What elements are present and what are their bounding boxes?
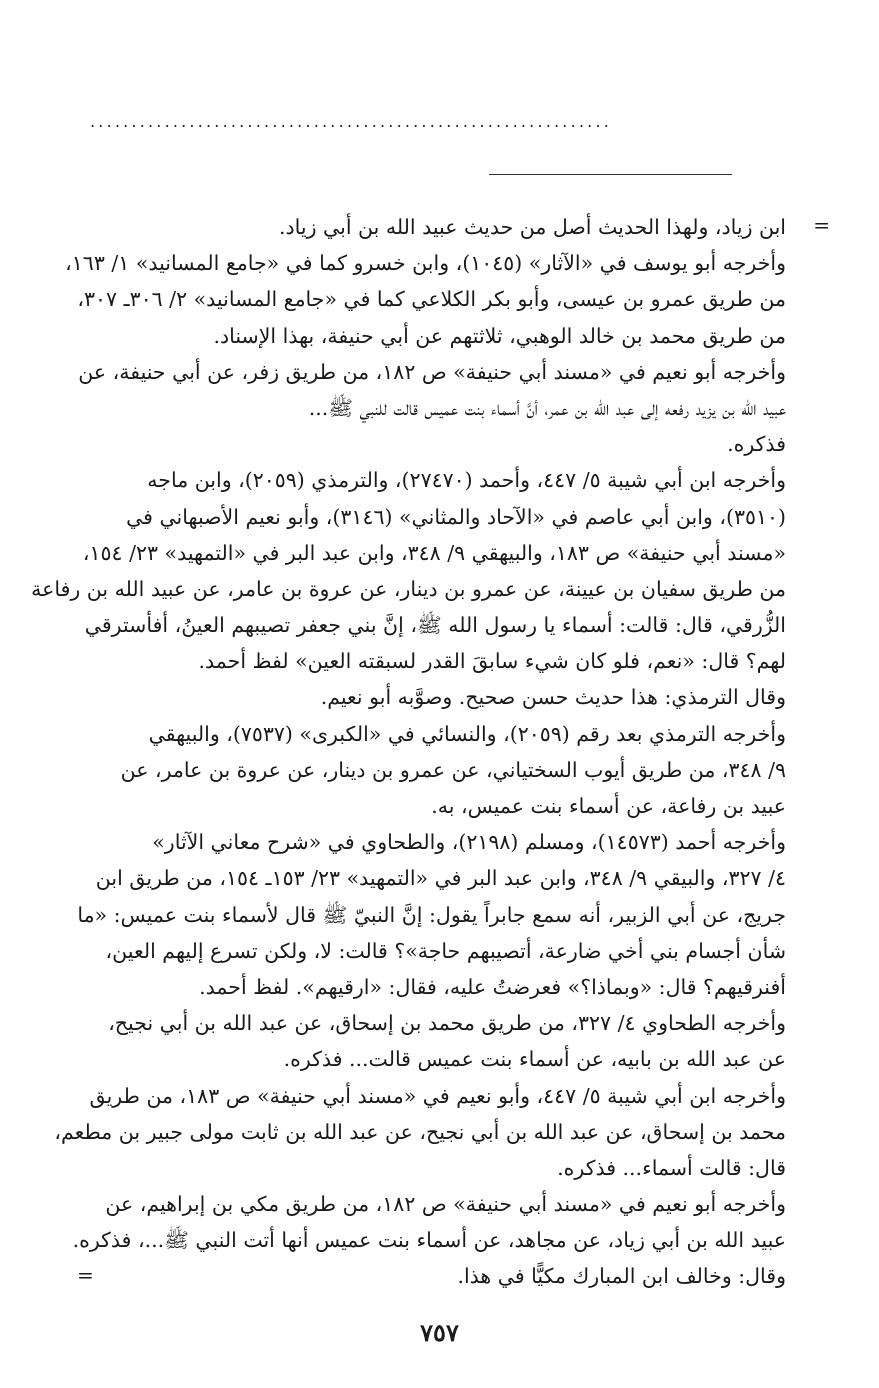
text-line: الزُّرقي، قال: قالت: أسماء يا رسول الله ﷺ، إنَّ بني جعفر تصيبهم العينُ، أفأسترقي — [84, 613, 786, 638]
text-line: عبيد الله بن يزيد رفعه إلى عبد الله بن عمر، أنَّ أسماء بنت عميس قالت للنبي ﷺ... — [308, 395, 786, 420]
continuation-mark-bottom: = — [77, 1263, 94, 1287]
text-line: من طريق سفيان بن عيينة، عن عمرو بن دينار، عن عروة بن عامر، عن عبيد الله بن رفاعة — [31, 576, 786, 601]
text-line: أفنرقيهم؟ قال: «وبماذا؟» فعرضتُ عليه، فقال: «ارقيهم». لفظ أحمد. — [199, 974, 786, 999]
text-line: فذكره. — [727, 432, 786, 457]
text-line: محمد بن إسحاق، عن عبد الله بن أبي نجيح، عن عبد الله بن ثابت مولى جبير بن مطعم، — [54, 1119, 786, 1144]
text-line: قال: قالت أسماء... فذكره. — [557, 1155, 786, 1180]
text-line: عن عبد الله بن بابيه، عن أسماء بنت عميس قالت... فذكره. — [283, 1047, 786, 1072]
text-line: وأخرجه أبو نعيم في «مسند أبي حنيفة» ص ١٨٢، من طريق مكي بن إبراهيم، عن — [105, 1192, 786, 1217]
text-line: عبيد بن رفاعة، عن أسماء بنت عميس، به. — [431, 794, 786, 818]
text-line: (٣٥١٠)، وابن أبي عاصم في «الآحاد والمثاني» (٣١٤٦)، وأبو نعيم الأصبهاني في — [126, 504, 786, 529]
text-line: ٩/ ٣٤٨، من طريق أيوب السختياني، عن عمرو بن دينار، عن عروة بن عامر، عن — [120, 757, 786, 782]
text-line: ابن زياد، ولهذا الحديث أصل من حديث عبيد الله بن أبي زياد. — [279, 215, 786, 239]
text-line: وقال الترمذي: هذا حديث حسن صحيح. وصوَّبه أبو نعيم. — [320, 685, 786, 710]
page-number: ٧٥٧ — [420, 1318, 459, 1347]
text-line: وأخرجه ابن أبي شيبة ٥/ ٤٤٧، وأحمد (٢٧٤٧٠)، والترمذي (٢٠٥٩)، وابن ماجه — [147, 468, 786, 493]
text-line: «مسند أبي حنيفة» ص ١٨٣، والبيهقي ٩/ ٣٤٨، وابن عبد البر في «التمهيد» ٢٣/ ١٥٤، — [82, 540, 786, 565]
text-line: لهم؟ قال: «نعم، فلو كان شيء سابقَ القدر لسبقته العين» لفظ أحمد. — [198, 649, 786, 674]
text-line: وأخرجه أحمد (١٤٥٧٣)، ومسلم (٢١٩٨)، والطحاوي في «شرح معاني الآثار» — [152, 830, 786, 855]
text-line: عبيد الله بن أبي زياد، عن مجاهد، عن أسماء بنت عميس أنها أتت النبي ﷺ...، فذكره. — [72, 1228, 786, 1253]
text-line: وأخرجه أبو نعيم في «مسند أبي حنيفة» ص ١٨٢، من طريق زفر، عن أبي حنيفة، عن — [78, 359, 786, 384]
text-line: جريج، عن أبي الزبير، أنه سمع جابراً يقول: إنَّ النبيّ ﷺ قال لأسماء بنت عميس: «ما — [77, 902, 786, 927]
text-line: من طريق عمرو بن عيسى، وأبو بكر الكلاعي كما في «جامع المسانيد» ٢/ ٣٠٦ـ ٣٠٧، — [77, 287, 786, 312]
text-line: وأخرجه الترمذي بعد رقم (٢٠٥٩)، والنسائي في «الكبرى» (٧٥٣٧)، والبيهقي — [148, 721, 786, 746]
text-line: من طريق محمد بن خالد الوهبي، ثلاثتهم عن أبي حنيفة، بهذا الإسناد. — [213, 323, 786, 348]
text-line: وأخرجه ابن أبي شيبة ٥/ ٤٤٧، وأبو نعيم في «مسند أبي حنيفة» ص ١٨٣، من طريق — [89, 1083, 786, 1108]
text-line: وقال: وخالف ابن المبارك مكيًّا في هذا. — [457, 1264, 786, 1289]
text-line: وأخرجه أبو يوسف في «الآثار» (١٠٤٥)، وابن خسرو كما في «جامع المسانيد» ١/ ١٦٣، — [65, 251, 786, 276]
continuation-mark-top: = — [813, 213, 830, 237]
text-line: ٤/ ٣٢٧، والبيقي ٩/ ٣٤٨، وابن عبد البر في «التمهيد» ٢٣/ ١٥٣ـ ١٥٤، من طريق ابن — [95, 866, 786, 891]
footnote-body — [31, 209, 786, 1295]
footnote-rule — [489, 174, 732, 175]
text-line: شأن أجسام بني أخي ضارعة، أتصيبهم حاجة»؟ قالت: لا، ولكن تسرع إليهم العين، — [105, 938, 786, 963]
separator-dots: ............................................................... — [90, 112, 613, 131]
text-line: وأخرجه الطحاوي ٤/ ٣٢٧، من طريق محمد بن إسحاق، عن عبد الله بن أبي نجيح، — [108, 1011, 786, 1036]
